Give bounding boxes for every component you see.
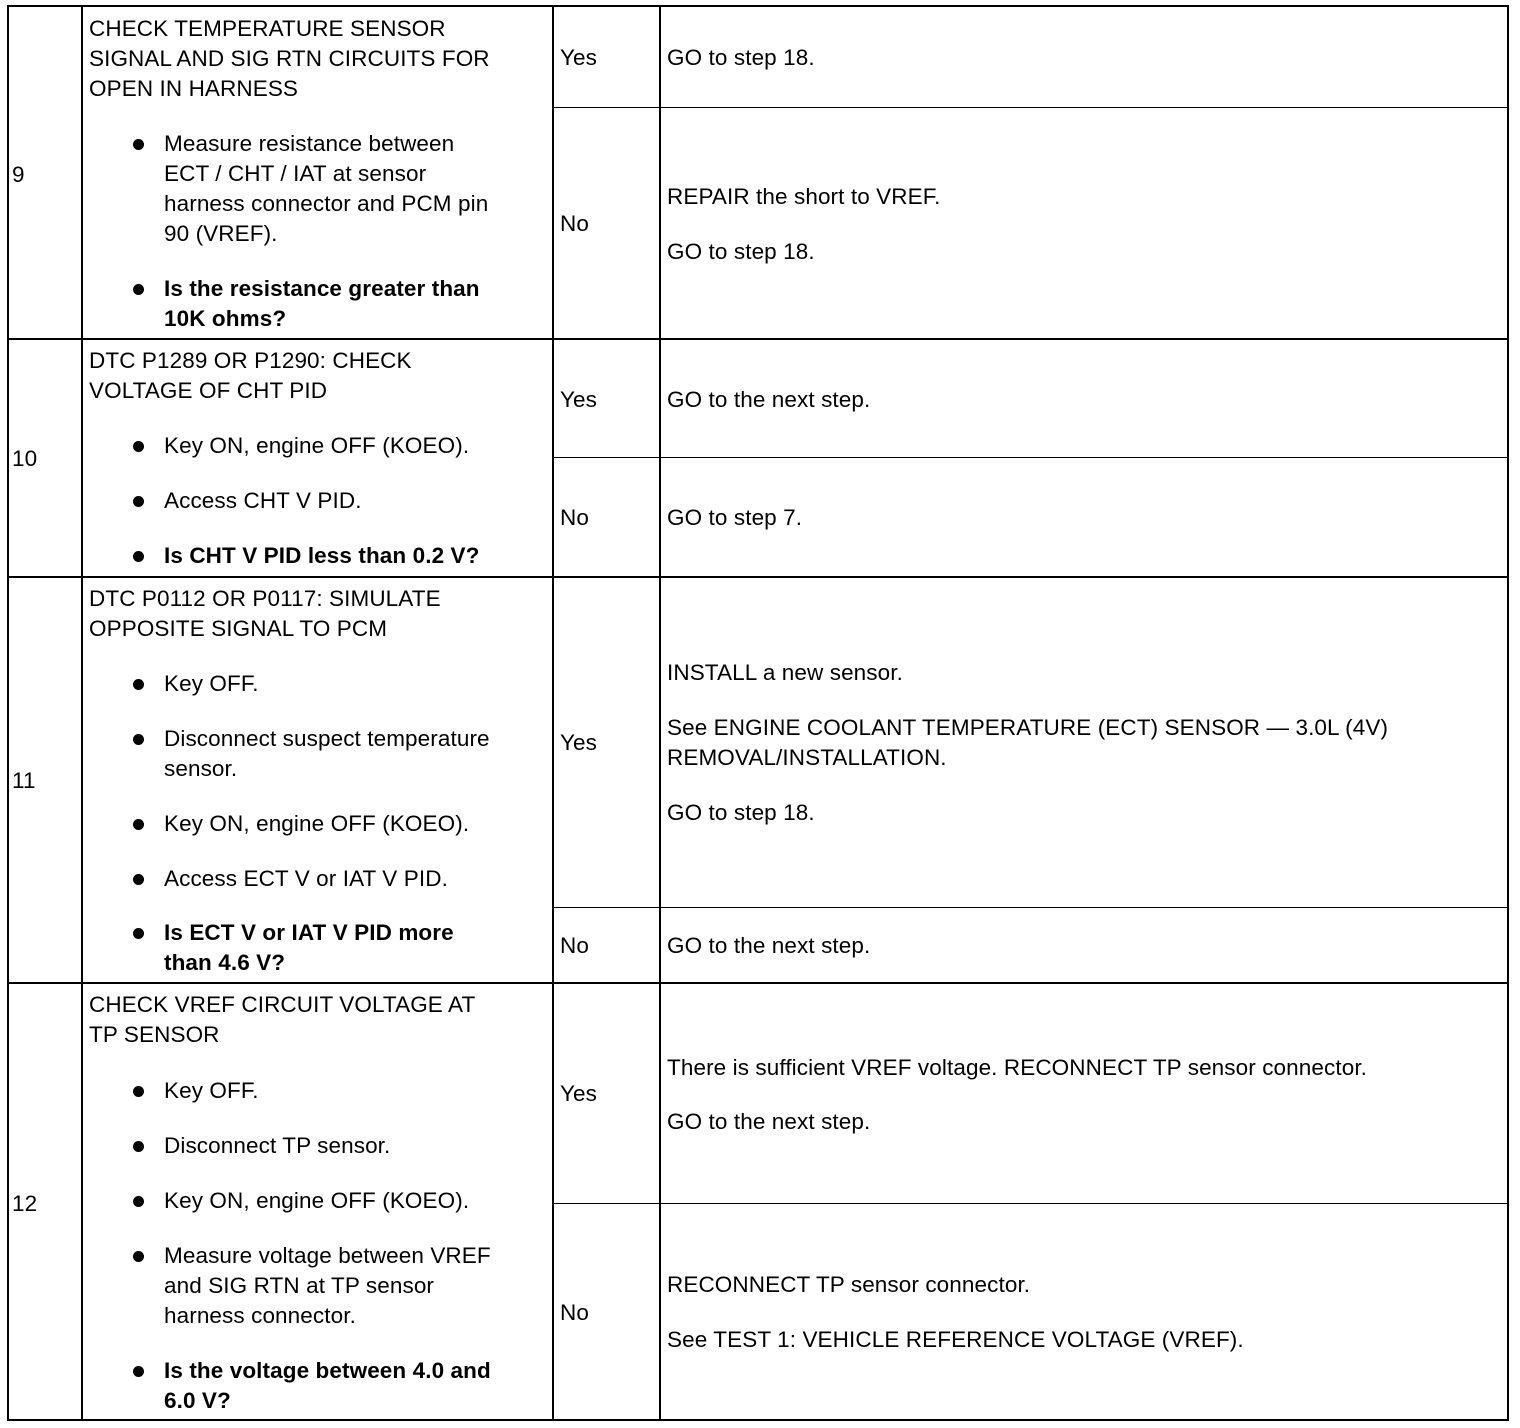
bullet-icon bbox=[133, 874, 144, 885]
yes-no-divider bbox=[553, 907, 1507, 908]
yes-label: Yes bbox=[560, 45, 598, 70]
yes-label: Yes bbox=[560, 387, 598, 412]
bullet-icon bbox=[133, 551, 144, 562]
step-title-line: SIGNAL AND SIG RTN CIRCUITS FOR bbox=[89, 46, 490, 71]
bullet-icon bbox=[133, 819, 144, 830]
no-result-text: GO to the next step. bbox=[667, 933, 871, 958]
action-text: 90 (VREF). bbox=[164, 221, 278, 246]
yes-result-text: GO to step 18. bbox=[667, 45, 815, 70]
action-text: Key ON, engine OFF (KOEO). bbox=[164, 433, 470, 458]
action-text: Key OFF. bbox=[164, 1078, 259, 1103]
bullet-icon bbox=[133, 1196, 144, 1207]
step-title-line: TP SENSOR bbox=[89, 1022, 220, 1047]
bullet-icon bbox=[133, 928, 144, 939]
action-text: Key OFF. bbox=[164, 671, 259, 696]
bullet-icon bbox=[133, 1086, 144, 1097]
step-title-line: DTC P1289 OR P1290: CHECK bbox=[89, 348, 412, 373]
yes-label: Yes bbox=[560, 730, 598, 755]
column-divider bbox=[81, 7, 83, 1421]
step-title-line: VOLTAGE OF CHT PID bbox=[89, 378, 328, 403]
action-text: Access ECT V or IAT V PID. bbox=[164, 866, 448, 891]
yes-result-text: GO to the next step. bbox=[667, 1109, 871, 1134]
question-text: Is ECT V or IAT V PID more bbox=[164, 920, 454, 945]
yes-result-text: REMOVAL/INSTALLATION. bbox=[667, 745, 947, 770]
question-text: than 4.6 V? bbox=[164, 950, 286, 975]
step-number: 11 bbox=[12, 768, 36, 793]
yes-no-divider bbox=[553, 457, 1507, 458]
bullet-icon bbox=[133, 496, 144, 507]
step-number: 12 bbox=[12, 1191, 38, 1216]
action-text: Measure resistance between bbox=[164, 131, 455, 156]
question-text: Is the resistance greater than bbox=[164, 276, 480, 301]
action-text: and SIG RTN at TP sensor bbox=[164, 1273, 435, 1298]
yes-result-text: GO to step 18. bbox=[667, 800, 815, 825]
no-label: No bbox=[560, 505, 589, 530]
action-text: Key ON, engine OFF (KOEO). bbox=[164, 811, 470, 836]
no-result-text: REPAIR the short to VREF. bbox=[667, 184, 941, 209]
bullet-icon bbox=[133, 1251, 144, 1262]
yes-result-text: See ENGINE COOLANT TEMPERATURE (ECT) SENSOR — 3.0L (4V) bbox=[667, 715, 1389, 740]
step-title-line: OPPOSITE SIGNAL TO PCM bbox=[89, 616, 388, 641]
action-text: Measure voltage between VREF bbox=[164, 1243, 491, 1268]
row-divider bbox=[7, 982, 1507, 984]
no-label: No bbox=[560, 933, 589, 958]
yes-result-text: GO to the next step. bbox=[667, 387, 871, 412]
no-result-text: RECONNECT TP sensor connector. bbox=[667, 1272, 1031, 1297]
no-label: No bbox=[560, 211, 589, 236]
action-text: sensor. bbox=[164, 756, 238, 781]
step-title-line: CHECK TEMPERATURE SENSOR bbox=[89, 16, 446, 41]
question-text: 10K ohms? bbox=[164, 306, 287, 331]
no-label: No bbox=[560, 1300, 589, 1325]
action-text: Key ON, engine OFF (KOEO). bbox=[164, 1188, 470, 1213]
bullet-icon bbox=[133, 441, 144, 452]
question-text: Is the voltage between 4.0 and bbox=[164, 1358, 491, 1383]
yes-label: Yes bbox=[560, 1081, 598, 1106]
step-number: 10 bbox=[12, 446, 38, 471]
yes-result-text: There is sufficient VREF voltage. RECONNECT TP sensor connector. bbox=[667, 1055, 1368, 1080]
no-result-text: GO to step 7. bbox=[667, 505, 803, 530]
step-title-line: CHECK VREF CIRCUIT VOLTAGE AT bbox=[89, 992, 476, 1017]
action-text: harness connector and PCM pin bbox=[164, 191, 489, 216]
step-title-line: OPEN IN HARNESS bbox=[89, 76, 299, 101]
bullet-icon bbox=[133, 139, 144, 150]
no-result-text: See TEST 1: VEHICLE REFERENCE VOLTAGE (VREF). bbox=[667, 1327, 1244, 1352]
action-text: ECT / CHT / IAT at sensor bbox=[164, 161, 427, 186]
step-title-line: DTC P0112 OR P0117: SIMULATE bbox=[89, 586, 441, 611]
row-divider bbox=[7, 576, 1507, 578]
action-text: Disconnect suspect temperature bbox=[164, 726, 490, 751]
no-result-text: GO to step 18. bbox=[667, 239, 815, 264]
bullet-icon bbox=[133, 1366, 144, 1377]
column-divider bbox=[659, 7, 661, 1421]
question-text: 6.0 V? bbox=[164, 1388, 231, 1413]
column-divider bbox=[552, 7, 554, 1421]
action-text: Disconnect TP sensor. bbox=[164, 1133, 391, 1158]
action-text: Access CHT V PID. bbox=[164, 488, 362, 513]
step-number: 9 bbox=[12, 162, 25, 187]
bullet-icon bbox=[133, 284, 144, 295]
bullet-icon bbox=[133, 679, 144, 690]
yes-no-divider bbox=[553, 107, 1507, 108]
yes-result-text: INSTALL a new sensor. bbox=[667, 660, 903, 685]
yes-no-divider bbox=[553, 1203, 1507, 1204]
action-text: harness connector. bbox=[164, 1303, 356, 1328]
bullet-icon bbox=[133, 734, 144, 745]
row-divider bbox=[7, 338, 1507, 340]
bullet-icon bbox=[133, 1141, 144, 1152]
question-text: Is CHT V PID less than 0.2 V? bbox=[164, 543, 480, 568]
